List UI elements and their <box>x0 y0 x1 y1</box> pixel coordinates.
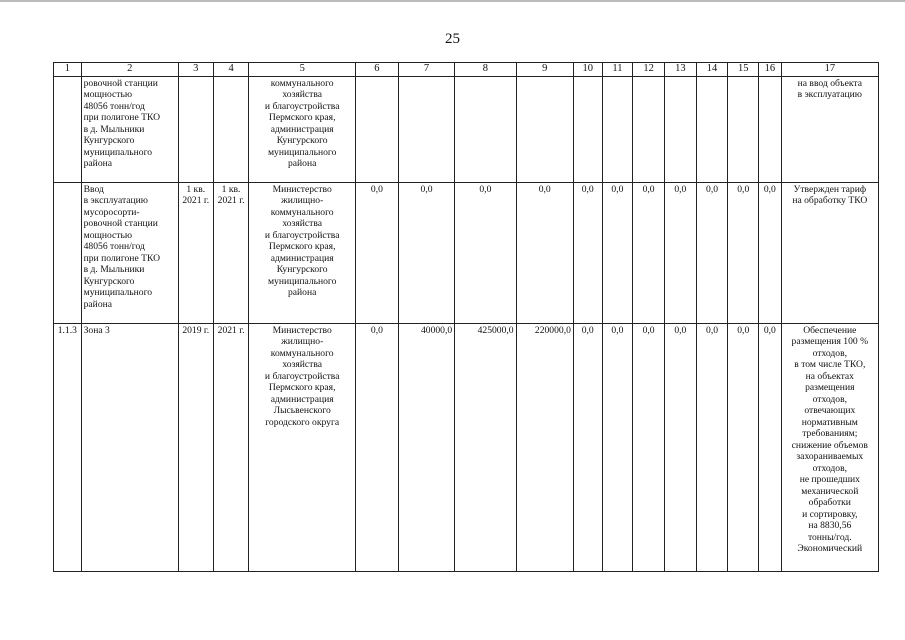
value-cell: 0,0 <box>573 323 602 571</box>
column-header: 7 <box>398 63 454 77</box>
value-cell: 0,0 <box>516 182 573 323</box>
value-cell: 40000,0 <box>398 323 454 571</box>
executor-cell: Министерство жилищно- коммунального хозяйства и благоустройства Пермского края, администрация Лысьвенского городского округа <box>249 323 355 571</box>
value-cell: 0,0 <box>455 182 516 323</box>
column-header: 16 <box>759 63 782 77</box>
value-cell <box>759 76 782 182</box>
value-cell: 0,0 <box>664 323 696 571</box>
value-cell: 0,0 <box>573 182 602 323</box>
value-cell: 0,0 <box>759 323 782 571</box>
column-header: 9 <box>516 63 573 77</box>
value-cell: 0,0 <box>728 182 759 323</box>
table-row <box>54 323 879 571</box>
value-cell: 0,0 <box>633 182 665 323</box>
value-cell: 0,0 <box>398 182 454 323</box>
value-cell: 0,0 <box>602 323 633 571</box>
row-number-cell <box>54 182 82 323</box>
expected-result-cell: на ввод объекта в эксплуатацию <box>781 76 878 182</box>
end-date-cell: 2021 г. <box>213 323 249 571</box>
expected-result-cell: Обеспечение размещения 100 % отходов, в том числе ТКО, на объектах размещения отходов, отвечающих нормативным требованиям; снижение объемов захораниваемых отходов, не прошедших механической обработки и сортировку, на 8830,56 тонны/год. Экономический <box>781 323 878 571</box>
value-cell: 425000,0 <box>455 323 516 571</box>
column-number-row <box>54 63 879 77</box>
column-header: 15 <box>728 63 759 77</box>
value-cell: 0,0 <box>759 182 782 323</box>
table-row <box>54 182 879 323</box>
executor-cell: Министерство жилищно- коммунального хозяйства и благоустройства Пермского края, администрация Кунгурского муниципального района <box>249 182 355 323</box>
value-cell: 0,0 <box>696 182 728 323</box>
value-cell <box>355 76 398 182</box>
column-header: 1 <box>54 63 82 77</box>
value-cell: 220000,0 <box>516 323 573 571</box>
value-cell <box>455 76 516 182</box>
value-cell: 0,0 <box>696 323 728 571</box>
activity-name-cell: Ввод в эксплуатацию мусоросорти- ровочной станции мощностью 48056 тонн/год при полигоне ТКО в д. Мыльники Кунгурского муниципального района <box>81 182 178 323</box>
column-header: 8 <box>455 63 516 77</box>
column-header: 13 <box>664 63 696 77</box>
end-date-cell <box>213 76 249 182</box>
value-cell: 0,0 <box>728 323 759 571</box>
value-cell <box>664 76 696 182</box>
page-number: 25 <box>445 31 460 47</box>
value-cell <box>728 76 759 182</box>
value-cell <box>398 76 454 182</box>
column-header: 3 <box>178 63 213 77</box>
value-cell <box>573 76 602 182</box>
activity-name-cell: Зона 3 <box>81 323 178 571</box>
column-header: 5 <box>249 63 355 77</box>
column-header: 12 <box>633 63 665 77</box>
row-number-cell: 1.1.3 <box>54 323 82 571</box>
executor-cell: коммунального хозяйства и благоустройства Пермского края, администрация Кунгурского муниципального района <box>249 76 355 182</box>
column-header: 4 <box>213 63 249 77</box>
column-header: 6 <box>355 63 398 77</box>
value-cell: 0,0 <box>633 323 665 571</box>
value-cell: 0,0 <box>355 323 398 571</box>
table-row <box>54 76 879 182</box>
start-date-cell: 2019 г. <box>178 323 213 571</box>
column-header: 17 <box>781 63 878 77</box>
value-cell: 0,0 <box>355 182 398 323</box>
end-date-cell: 1 кв. 2021 г. <box>213 182 249 323</box>
value-cell: 0,0 <box>664 182 696 323</box>
row-number-cell <box>54 76 82 182</box>
value-cell <box>696 76 728 182</box>
scan-top-edge <box>0 0 905 2</box>
value-cell <box>516 76 573 182</box>
column-header: 2 <box>81 63 178 77</box>
value-cell <box>602 76 633 182</box>
start-date-cell <box>178 76 213 182</box>
value-cell <box>633 76 665 182</box>
activity-name-cell: ровочной станции мощностью 48056 тонн/год при полигоне ТКО в д. Мыльники Кунгурского муниципального района <box>81 76 178 182</box>
column-header: 10 <box>573 63 602 77</box>
value-cell: 0,0 <box>602 182 633 323</box>
start-date-cell: 1 кв. 2021 г. <box>178 182 213 323</box>
column-header: 11 <box>602 63 633 77</box>
expected-result-cell: Утвержден тариф на обработку ТКО <box>781 182 878 323</box>
plan-table <box>53 62 879 572</box>
column-header: 14 <box>696 63 728 77</box>
